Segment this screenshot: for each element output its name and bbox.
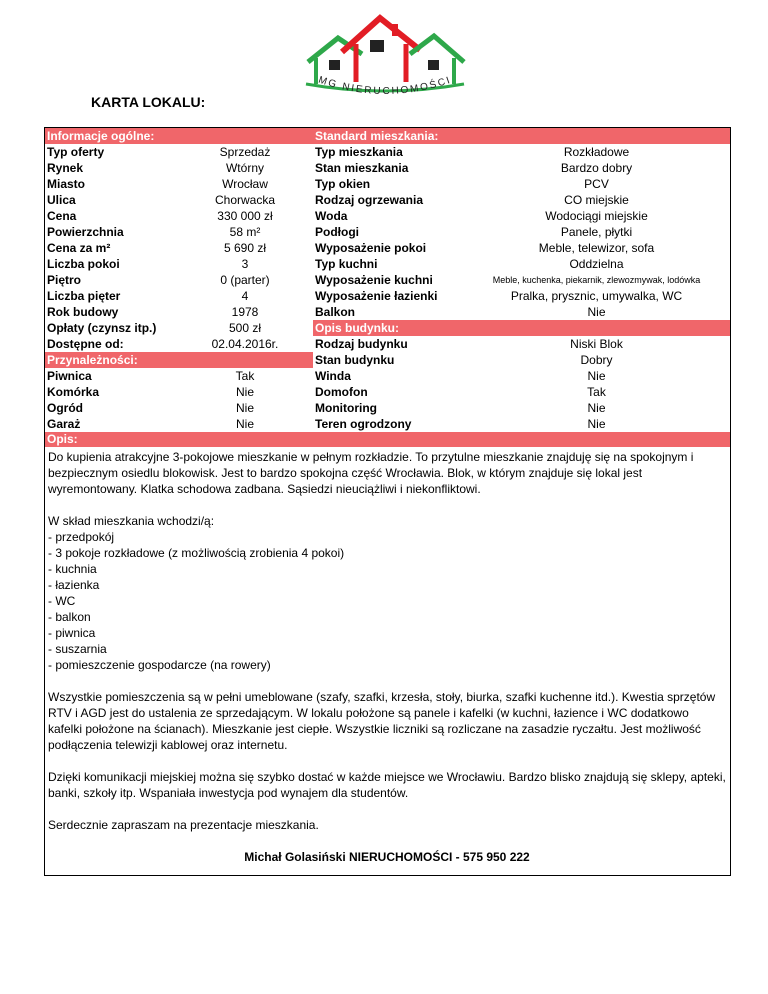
field-value: CO miejskie xyxy=(564,193,629,207)
field-label: Dostępne od: xyxy=(47,337,124,351)
field-label: Rodzaj ogrzewania xyxy=(315,193,424,207)
field-label: Podłogi xyxy=(315,225,359,239)
field-label: Typ kuchni xyxy=(315,257,378,271)
list-item: - łazienka xyxy=(48,578,100,592)
field-label: Ogród xyxy=(47,401,83,415)
description-paragraph: Wszystkie pomieszczenia są w pełni umeblowane (szafy, szafki, krzesła, stoły, biurka, szafki kuchenne itd.). Kwestia sprzętów RTV i AGD jest do ustalenia ze sprzedającym. W lokalu położone są panele i kafelki (w kuchni, łazience i WC dodatkowo kafelki położone na ścianach). Mieszkanie jest ciepłe. Wszystkie liczniki są rozliczane na zasadzie ryczałtu. Jest możliwość podłączenia telewizji kablowej oraz internetu. xyxy=(48,690,716,752)
field-label: Typ oferty xyxy=(47,145,105,159)
field-label: Wyposażenie łazienki xyxy=(315,289,438,303)
field-label: Opłaty (czynsz itp.) xyxy=(47,321,157,335)
field-value: Nie xyxy=(587,369,606,383)
field-value: Meble, kuchenka, piekarnik, zlewozmywak, lodówka xyxy=(492,275,701,285)
field-label: Rok budowy xyxy=(47,305,119,319)
field-label: Piwnica xyxy=(47,369,92,383)
list-item: - WC xyxy=(48,594,76,608)
field-value: Tak xyxy=(235,369,255,383)
field-label: Typ mieszkania xyxy=(315,145,403,159)
field-value: Nie xyxy=(587,305,606,319)
description-paragraph: Dzięki komunikacji miejskiej można się szybko dostać w każde miejsce we Wrocławiu. Bardzo blisko znajdują się sklepy, apteki, banki, szkoły itp. Wspaniała inwestycja pod wynajem dla studentów. xyxy=(48,770,726,800)
field-value: Bardzo dobry xyxy=(560,161,633,175)
property-sheet xyxy=(44,127,731,876)
field-value: PCV xyxy=(584,177,609,191)
field-value: 4 xyxy=(241,289,249,303)
field-label: Wyposażenie kuchni xyxy=(315,273,433,287)
agent-contact-footer: Michał Golasiński NIERUCHOMOŚCI - 575 950 222 xyxy=(244,850,530,864)
logo-brand-text: MG NIERUCHOMOŚCI xyxy=(316,74,454,98)
field-value: Pralka, prysznic, umywalka, WC xyxy=(510,289,683,303)
field-label: Ulica xyxy=(47,193,76,207)
field-label: Piętro xyxy=(47,273,82,287)
field-label: Liczba pięter xyxy=(47,289,121,303)
field-value: 02.04.2016r. xyxy=(211,337,279,351)
rooms-list xyxy=(48,513,726,673)
field-value: Nie xyxy=(587,417,606,431)
field-label: Winda xyxy=(315,369,351,383)
left-section-header: Przynależności: xyxy=(45,352,177,368)
field-label: Balkon xyxy=(315,305,356,319)
field-value: Nie xyxy=(235,385,254,399)
rooms-list-intro: W skład mieszkania wchodzi/ą: xyxy=(48,514,215,528)
header-filler xyxy=(177,352,313,368)
right-section-header: Standard mieszkania: xyxy=(313,128,463,144)
field-label: Komórka xyxy=(47,385,100,399)
field-value: Rozkładowe xyxy=(563,145,630,159)
list-item: - balkon xyxy=(48,610,91,624)
field-value: Chorwacka xyxy=(214,193,276,207)
field-value: Niski Blok xyxy=(570,337,623,351)
property-table xyxy=(45,128,730,432)
header-filler xyxy=(463,320,730,336)
field-value: 500 zł xyxy=(228,321,262,335)
field-value: 0 (parter) xyxy=(220,273,270,287)
header-filler xyxy=(177,128,313,144)
field-value: Nie xyxy=(235,401,254,415)
svg-text:MG NIERUCHOMOŚCI xyxy=(317,75,453,97)
field-value: Nie xyxy=(587,401,606,415)
field-value: Wrocław xyxy=(222,177,268,191)
field-value: Sprzedaż xyxy=(219,145,271,159)
field-label: Rynek xyxy=(47,161,84,175)
field-value: Dobry xyxy=(580,353,613,367)
list-item: - piwnica xyxy=(48,626,96,640)
field-value: 3 xyxy=(241,257,249,271)
field-label: Powierzchnia xyxy=(47,225,124,239)
field-value: 1978 xyxy=(231,305,259,319)
header-filler xyxy=(463,128,730,144)
list-item: - suszarnia xyxy=(48,642,107,656)
description-paragraph: Do kupienia atrakcyjne 3-pokojowe mieszkanie w pełnym rozkładzie. To przytulne mieszkanie znajduję się na spokojnym i bezpiecznym osiedlu blokowisk. Jest to bardzo spokojna część Wrocławia. Blok, w którym znajduje się lokal jest wyremontowany. Klatka schodowa zadbana. Sąsiedzi nieuciążliwi i niekonfliktowi. xyxy=(48,450,694,496)
field-label: Cena za m² xyxy=(47,241,111,255)
list-item: - 3 pokoje rozkładowe (z możliwością zrobienia 4 pokoi) xyxy=(48,546,345,560)
field-label: Monitoring xyxy=(315,401,377,415)
description-header: Opis: xyxy=(45,432,730,447)
list-item: - kuchnia xyxy=(48,562,97,576)
field-label: Wyposażenie pokoi xyxy=(315,241,427,255)
field-label: Miasto xyxy=(47,177,86,191)
logo-text-arc xyxy=(300,60,470,110)
field-value: 330 000 zł xyxy=(217,209,273,223)
list-item: - przedpokój xyxy=(48,530,115,544)
field-label: Typ okien xyxy=(315,177,371,191)
field-value: 5 690 zł xyxy=(223,241,267,255)
field-label: Liczba pokoi xyxy=(47,257,120,271)
field-label: Garaż xyxy=(47,417,81,431)
field-label: Cena xyxy=(47,209,77,223)
right-section-header: Opis budynku: xyxy=(313,320,463,336)
list-item: - pomieszczenie gospodarcze (na rowery) xyxy=(48,658,271,672)
page-title: KARTA LOKALU: xyxy=(91,94,206,110)
field-value: Meble, telewizor, sofa xyxy=(538,241,655,255)
field-label: Stan mieszkania xyxy=(315,161,409,175)
field-label: Teren ogrodzony xyxy=(315,417,412,431)
left-section-header: Informacje ogólne: xyxy=(45,128,177,144)
field-value: Tak xyxy=(587,385,606,399)
field-label: Rodzaj budynku xyxy=(315,337,408,351)
field-label: Domofon xyxy=(315,385,368,399)
field-value: Wtórny xyxy=(225,161,264,175)
description-body xyxy=(45,447,730,875)
field-value: Oddzielna xyxy=(569,257,624,271)
field-value: Panele, płytki xyxy=(560,225,633,239)
field-label: Woda xyxy=(315,209,348,223)
field-value: 58 m² xyxy=(229,225,261,239)
field-value: Nie xyxy=(235,417,254,431)
field-value: Wodociągi miejskie xyxy=(545,209,648,223)
description-paragraph: Serdecznie zapraszam na prezentacje mieszkania. xyxy=(48,818,319,832)
field-label: Stan budynku xyxy=(315,353,395,367)
